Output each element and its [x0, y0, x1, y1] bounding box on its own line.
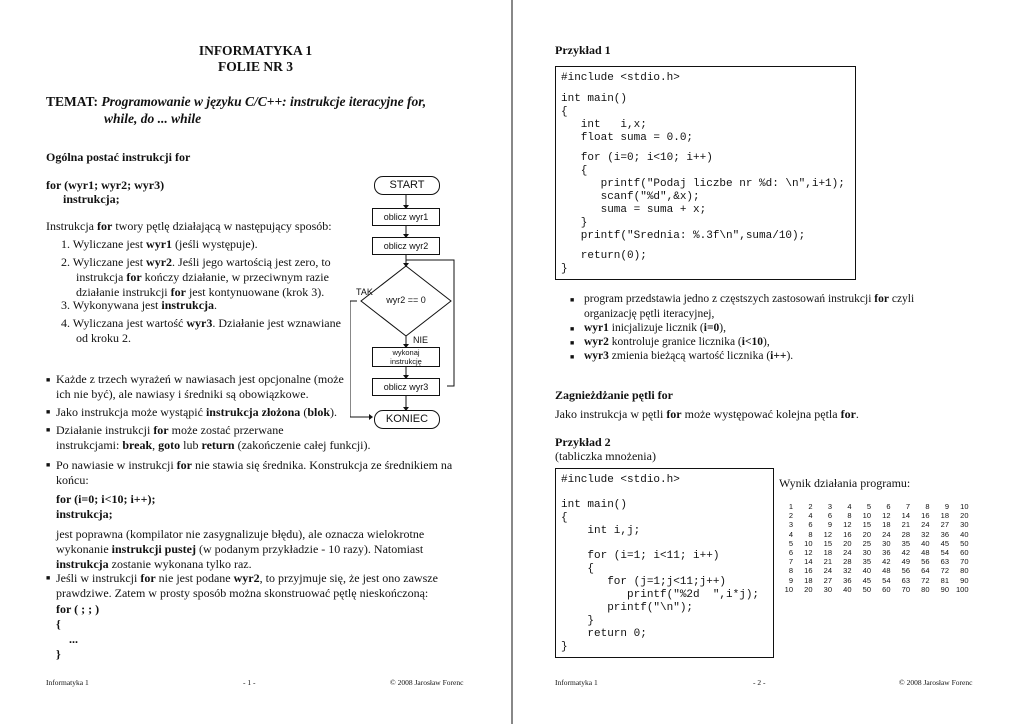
table-cell: 20: [862, 529, 871, 539]
table-cell: 3: [827, 502, 832, 511]
explain-4: wyr3 zmienia bieżącą wartość licznika (i++).: [584, 350, 794, 362]
table-cell: 12: [804, 548, 813, 557]
bullet-icon: ■: [570, 339, 575, 347]
table-cell: 9: [788, 575, 793, 585]
table-cell: 7: [905, 502, 910, 511]
doc-title: INFORMATYKA 1 FOLIE NR 3: [198, 43, 313, 74]
note-1: Każde z trzech wyrażeń w nawiasach jest opcjonalne (może ich nie być), ale nawiasy i średniki są obowiązkowe.: [56, 372, 344, 401]
table-cell: 63: [940, 557, 949, 567]
table-cell: 18: [804, 575, 813, 585]
table-cell: 27: [940, 520, 949, 530]
code-line: {: [561, 512, 568, 524]
code-line: {: [561, 106, 568, 118]
code-line: for (i=0; i<10; i++): [561, 152, 713, 164]
table-cell: 21: [901, 520, 910, 530]
table-cell: 12: [882, 511, 891, 521]
table-cell: 42: [882, 557, 891, 567]
table-cell: 50: [960, 538, 969, 548]
table-cell: 48: [921, 548, 930, 557]
bullet-icon: ■: [570, 325, 575, 333]
code-line: for (j=1;j<11;j++): [561, 576, 727, 588]
table-cell: 56: [901, 566, 910, 576]
table-cell: 15: [823, 538, 832, 548]
table-cell: 28: [901, 529, 910, 539]
bullet-icon: ■: [46, 376, 51, 384]
step-2: 2. Wyliczane jest wyr2. Jeśli jego wartością jest zero, to instrukcja for kończy działanie, w przeciwnym razie działanie instrukcji for jest kontynuowane (krok 3).: [61, 255, 331, 299]
table-cell: 9: [944, 502, 949, 511]
code-line: return(0);: [561, 250, 647, 262]
code-line: printf("Podaj liczbe nr %d: \n",i+1);: [561, 178, 845, 190]
flow-decision: wyr2 == 0: [386, 295, 426, 305]
table-cell: 12: [823, 529, 832, 539]
table-cell: 24: [921, 520, 930, 530]
code-line: suma = suma + x;: [561, 204, 707, 216]
slide-page-2: [513, 0, 1024, 724]
table-cell: 16: [843, 529, 852, 539]
table-cell: 42: [901, 548, 910, 557]
table-cell: 45: [862, 575, 871, 585]
code-line: {: [561, 165, 588, 177]
table-cell: 72: [921, 575, 930, 585]
table-cell: 1: [788, 502, 793, 511]
table-cell: 8: [925, 502, 930, 511]
table-cell: 30: [823, 584, 832, 594]
example-1-code: [555, 66, 856, 280]
table-cell: 25: [862, 538, 871, 548]
table-cell: 36: [882, 548, 891, 557]
table-cell: 35: [901, 538, 910, 548]
table-cell: 12: [843, 520, 852, 530]
table-cell: 63: [901, 575, 910, 585]
table-cell: 45: [940, 538, 949, 548]
table-cell: 30: [882, 538, 891, 548]
code-line: scanf("%d",&x);: [561, 191, 700, 203]
code-line: #include <stdio.h>: [561, 474, 680, 486]
bullet-icon: ■: [570, 353, 575, 361]
table-cell: 27: [823, 575, 832, 585]
code-line: float suma = 0.0;: [561, 132, 694, 144]
code-line: int main(): [561, 93, 628, 105]
table-cell: 8: [847, 511, 852, 521]
table-cell: 24: [843, 548, 852, 557]
table-cell: 54: [940, 548, 949, 557]
nested-text: Jako instrukcja w pętli for może występować kolejna pętla for.: [555, 407, 859, 421]
footer-copyright: © 2008 Jarosław Forenc: [899, 678, 973, 687]
multiplication-table: [779, 502, 975, 592]
bullet-icon: ■: [570, 296, 575, 304]
table-cell: 21: [823, 557, 832, 567]
table-cell: 32: [921, 529, 930, 539]
table-cell: 28: [843, 557, 852, 567]
table-cell: 81: [940, 575, 949, 585]
table-cell: 40: [921, 538, 930, 548]
table-cell: 24: [823, 566, 832, 576]
table-cell: 4: [808, 511, 813, 521]
table-cell: 15: [862, 520, 871, 530]
table-cell: 35: [862, 557, 871, 567]
footer-page-number: - 1 -: [243, 678, 256, 687]
table-cell: 70: [901, 584, 910, 594]
flow-end: KONIEC: [374, 410, 440, 429]
flow-tak-label: TAK: [356, 287, 373, 297]
topic-cont: while, do ... while: [104, 111, 202, 126]
code-line: for (i=1; i<11; i++): [561, 550, 720, 562]
code-line: printf("\n");: [561, 602, 694, 614]
example-2-subtitle: (tabliczka mnożenia): [555, 449, 656, 463]
table-cell: 80: [960, 566, 969, 576]
bullet-icon: ■: [46, 461, 51, 469]
table-cell: 20: [843, 538, 852, 548]
table-cell: 5: [866, 502, 871, 511]
code-line: }: [561, 217, 588, 229]
code-line: {: [561, 563, 595, 575]
step-1: 1. Wyliczane jest wyr1 (jeśli występuje).: [61, 237, 258, 251]
table-cell: 6: [788, 548, 793, 557]
table-cell: 6: [808, 520, 813, 530]
table-cell: 48: [882, 566, 891, 576]
step-3: 3. Wykonywana jest instrukcja.: [61, 298, 218, 312]
table-cell: 6: [827, 511, 832, 521]
code-line: printf("Srednia: %.3f\n",suma/10);: [561, 230, 806, 242]
code-line: int i,x;: [561, 119, 647, 131]
general-intro: Instrukcja for twory pętlę działającą w następujący sposób:: [46, 219, 332, 233]
table-cell: 8: [788, 566, 793, 576]
explain-1: program przedstawia jedno z częstszych zastosowań instrukcji for czyli organizację pętli iteracyjnej,: [584, 293, 915, 320]
bullet-icon: ■: [46, 574, 51, 582]
result-label: Wynik działania programu:: [779, 476, 911, 490]
code-line: return 0;: [561, 628, 647, 640]
table-cell: 10: [784, 584, 793, 594]
table-cell: 6: [886, 502, 891, 511]
table-cell: 2: [808, 502, 813, 511]
code-line: int i,j;: [561, 525, 641, 537]
explain-2: wyr1 inicjalizuje licznik (i=0),: [584, 322, 726, 334]
flow-box-wyr2: oblicz wyr2: [372, 237, 440, 255]
note-3: Działanie instrukcji for może zostać przerwane instrukcjami: break, goto lub return (zakończenie całej funkcji).: [56, 423, 371, 452]
table-cell: 18: [882, 520, 891, 530]
flow-box-wyr3: oblicz wyr3: [372, 378, 440, 396]
table-cell: 18: [940, 511, 949, 521]
nested-heading: Zagnieżdżanie pętli for: [555, 388, 673, 402]
bullet-icon: ■: [46, 426, 51, 434]
code-line: }: [561, 641, 568, 653]
note-4: Po nawiasie w instrukcji for nie stawia się średnika. Konstrukcja ze średnikiem na końcu: for (i=0; i<10; i++); instrukcja; jest poprawna (kompilator nie zasygnalizuje błędu), ale oznacza wielokrotne wykonanie instrukcji pustej (w podanym przykładzie - 10 razy). Natomiast instrukcja zostanie wykonana tylko raz.: [56, 458, 453, 571]
bullet-icon: ■: [46, 408, 51, 416]
table-cell: 4: [847, 502, 852, 511]
table-cell: 64: [921, 566, 930, 576]
table-cell: 24: [882, 529, 891, 539]
table-cell: 5: [788, 538, 793, 548]
general-heading: Ogólna postać instrukcji for: [46, 150, 191, 164]
table-cell: 90: [960, 575, 969, 585]
slide-page-1: [0, 0, 511, 724]
table-cell: 49: [901, 557, 910, 567]
explain-3: wyr2 kontroluje granice licznika (i<10),: [584, 336, 770, 348]
table-cell: 2: [788, 511, 793, 521]
table-cell: 3: [788, 520, 793, 530]
step-4: 4. Wyliczana jest wartość wyr3. Działanie jest wznawiane od kroku 2.: [61, 316, 341, 345]
table-cell: 10: [960, 502, 969, 511]
table-cell: 54: [882, 575, 891, 585]
flow-nie-label: NIE: [413, 335, 429, 345]
example-1-title: Przykład 1: [555, 43, 611, 57]
footer-course: Informatyka 1: [555, 678, 598, 687]
footer-page-number: - 2 -: [753, 678, 766, 687]
table-cell: 16: [804, 566, 813, 576]
table-cell: 60: [960, 548, 969, 557]
table-cell: 4: [788, 529, 793, 539]
flow-box-instr: wykonaj instrukcję: [372, 347, 440, 367]
topic: TEMAT: Programowanie w języku C/C++: instrukcje iteracyjne for,: [46, 94, 427, 109]
table-cell: 36: [843, 575, 852, 585]
table-cell: 20: [960, 511, 969, 521]
note-2: Jako instrukcja może wystąpić instrukcja złożona (blok).: [56, 405, 337, 419]
note-5: Jeśli w instrukcji for nie jest podane wyr2, to przyjmuje się, że jest ono zawsze prawdziwe. Zatem w prosty sposób można skonstruować pętlę nieskończoną:: [56, 571, 438, 600]
table-cell: 30: [862, 548, 871, 557]
table-cell: 9: [827, 520, 832, 530]
code-line: #include <stdio.h>: [561, 72, 680, 84]
example-2-title: Przykład 2: [555, 435, 611, 449]
table-cell: 60: [882, 584, 891, 594]
table-cell: 70: [960, 557, 969, 567]
table-cell: 16: [921, 511, 930, 521]
table-cell: 7: [788, 557, 793, 567]
syntax-line-2: instrukcja;: [63, 192, 120, 206]
table-cell: 90: [940, 584, 949, 594]
table-cell: 10: [862, 511, 871, 521]
table-cell: 40: [960, 529, 969, 539]
code-line: int main(): [561, 499, 628, 511]
table-cell: 56: [921, 557, 930, 567]
flow-box-wyr1: oblicz wyr1: [372, 208, 440, 226]
table-cell: 10: [804, 538, 813, 548]
table-cell: 32: [843, 566, 852, 576]
table-cell: 40: [843, 584, 852, 594]
table-cell: 8: [808, 529, 813, 539]
table-cell: 40: [862, 566, 871, 576]
table-cell: 36: [940, 529, 949, 539]
flow-start: START: [374, 176, 440, 195]
table-cell: 50: [862, 584, 871, 594]
footer-course: Informatyka 1: [46, 678, 89, 687]
table-cell: 30: [960, 520, 969, 530]
infinite-loop-code: for ( ; ; ) { ... }: [56, 602, 100, 661]
table-cell: 14: [804, 557, 813, 567]
code-line: }: [561, 615, 595, 627]
syntax-line-1: for (wyr1; wyr2; wyr3): [46, 178, 165, 192]
table-cell: 14: [901, 511, 910, 521]
table-cell: 18: [823, 548, 832, 557]
example-2-code: [555, 468, 774, 658]
code-line: }: [561, 263, 568, 275]
table-cell: 20: [804, 584, 813, 594]
table-cell: 72: [940, 566, 949, 576]
table-cell: 100: [955, 584, 969, 594]
footer-copyright: © 2008 Jarosław Forenc: [390, 678, 464, 687]
code-line: printf("%2d ",i*j);: [561, 589, 760, 601]
table-cell: 80: [921, 584, 930, 594]
